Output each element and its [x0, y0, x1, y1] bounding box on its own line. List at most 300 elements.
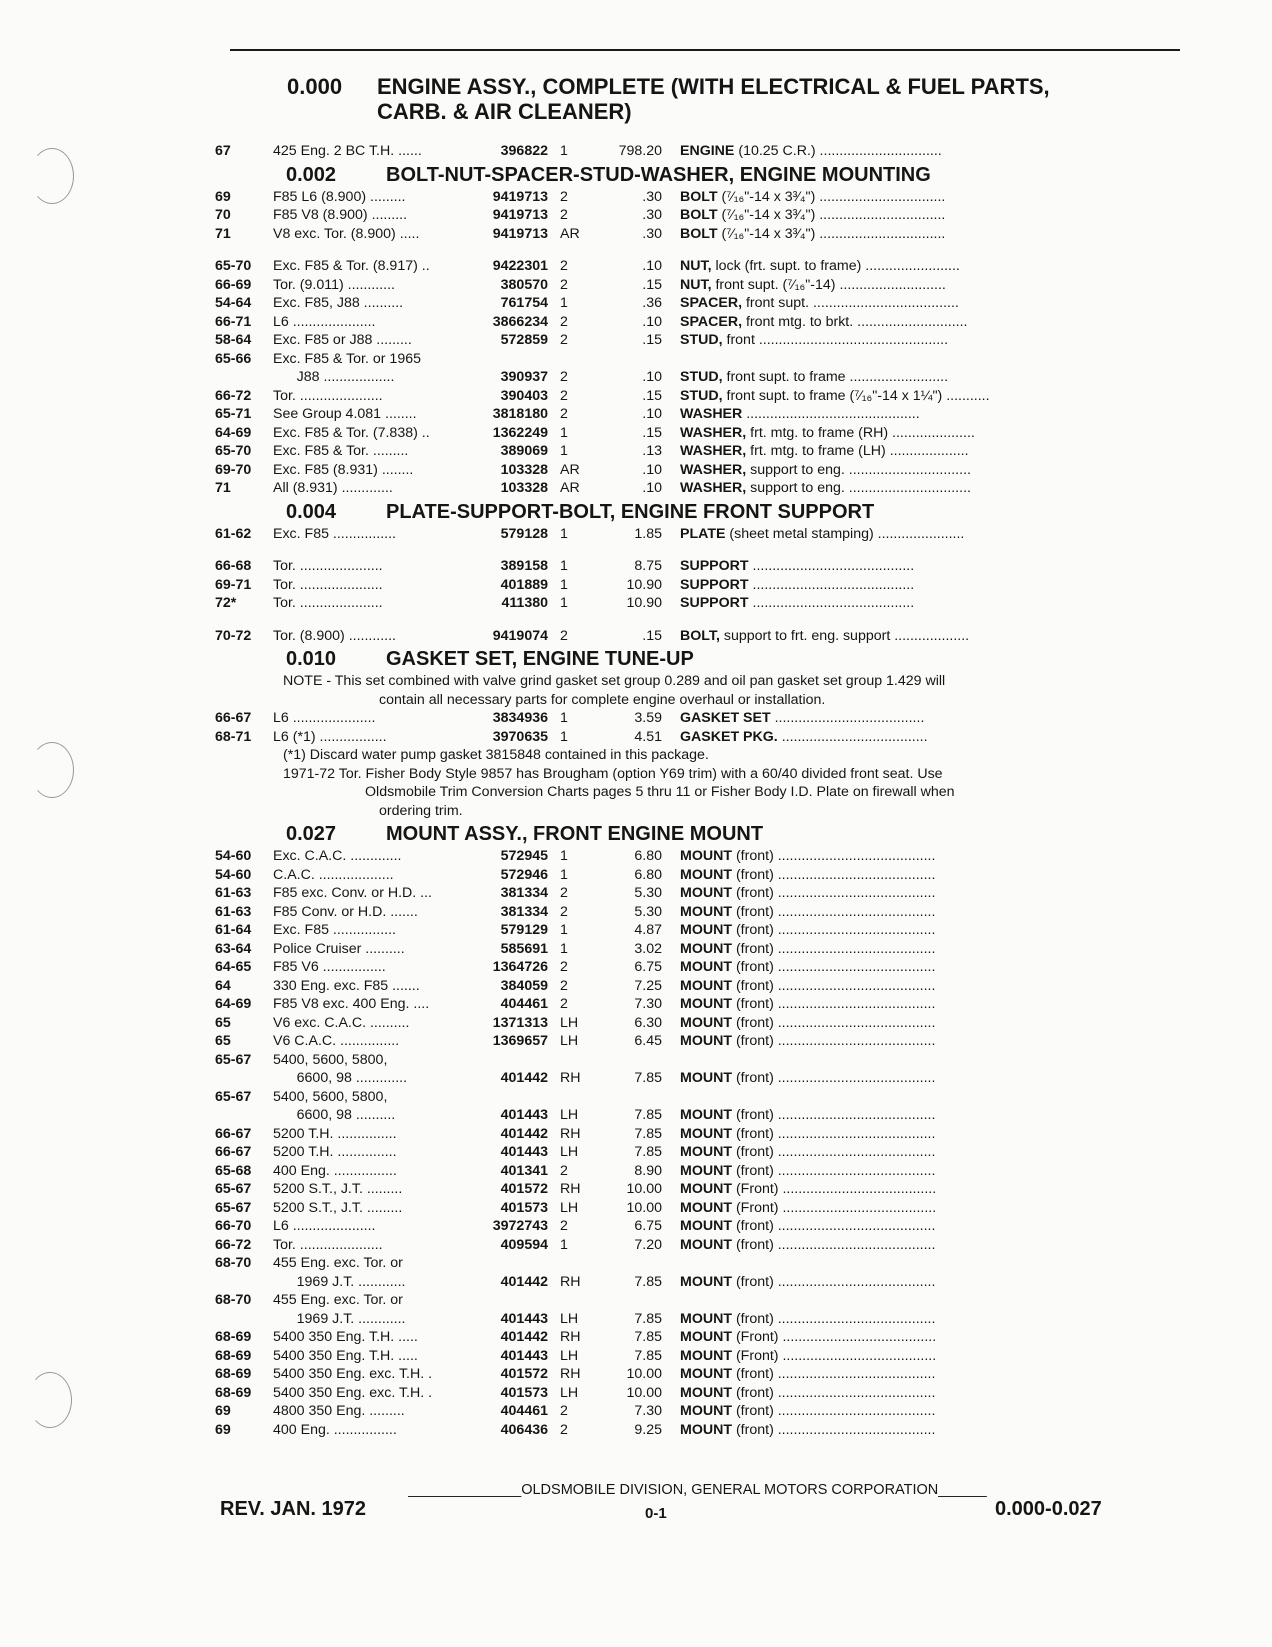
price: 5.30 [634, 903, 662, 920]
quantity: 1 [560, 443, 568, 459]
price: 6.75 [634, 959, 662, 975]
price: .15 [642, 424, 662, 441]
description: WASHER ............................................ [680, 406, 920, 422]
description [662, 1051, 1190, 1070]
year: 68-70 [215, 1255, 252, 1271]
price: 10.90 [626, 576, 662, 593]
description: MOUNT (front) ........................................ [680, 959, 936, 975]
model: Police Cruiser .......... [273, 940, 405, 957]
model: 4800 350 Eng. ......... [273, 1403, 405, 1419]
year: 69 [215, 188, 231, 205]
parts-row [205, 866, 1190, 885]
quantity: 2 [560, 276, 568, 293]
section-note: NOTE - This set combined with valve grind gasket set group 0.289 and oil pan gasket set group 1.429 will [283, 673, 946, 689]
part-number: 9419713 [492, 225, 548, 242]
year: 65-66 [215, 350, 252, 367]
punch-hole [30, 148, 74, 204]
year: 54-60 [215, 848, 252, 864]
price: 1.85 [634, 525, 662, 542]
model: 1969 J.T. ............ [273, 1310, 406, 1327]
price: 7.85 [634, 1070, 662, 1086]
part-number: 401572 [500, 1366, 548, 1382]
part-number: 401573 [500, 1199, 548, 1216]
price: 8.90 [634, 1162, 662, 1179]
part-number [478, 1254, 548, 1273]
model: 1969 J.T. ............ [273, 1273, 406, 1290]
part-number: 9422301 [492, 258, 548, 274]
parts-row [205, 921, 1190, 940]
model: 5400 350 Eng. exc. T.H. . [273, 1384, 433, 1401]
parts-row [205, 424, 1190, 443]
year: 69 [215, 1403, 231, 1419]
quantity: 2 [560, 903, 568, 920]
model: 6600, 98 ............. [273, 1070, 408, 1086]
quantity: 1 [560, 295, 568, 311]
price [592, 350, 662, 369]
parts-row [205, 1291, 1190, 1310]
price: 6.75 [634, 1218, 662, 1234]
part-number: 401572 [500, 1181, 548, 1197]
quantity [548, 1088, 592, 1107]
model: Exc. F85 or J88 ......... [273, 332, 412, 348]
part-number: 390937 [500, 369, 548, 385]
part-number: 585691 [500, 940, 548, 957]
part-number: 380570 [500, 276, 548, 293]
price: 4.87 [634, 922, 662, 938]
description: BOLT (⁷⁄₁₆"-14 x 3³⁄₄") ................................ [680, 207, 946, 223]
description [662, 1254, 1190, 1273]
model: 5400 350 Eng. exc. T.H. . [273, 1366, 433, 1382]
description: MOUNT (front) ........................................ [680, 885, 936, 901]
year: 71 [215, 225, 231, 242]
price: 7.30 [634, 1403, 662, 1419]
model: Exc. F85, J88 .......... [273, 295, 404, 311]
quantity: 2 [560, 332, 568, 348]
parts-row [205, 1199, 1190, 1218]
section-code: 0.010 [286, 648, 337, 670]
description: MOUNT (front) ........................................ [680, 1236, 936, 1253]
model: Exc. F85 & Tor. or 1965 [273, 350, 421, 367]
description: MOUNT (Front) ....................................... [680, 1329, 937, 1345]
price: .15 [642, 276, 662, 293]
quantity: 1 [560, 728, 568, 745]
description: MOUNT (front) ........................................ [680, 1384, 936, 1401]
description [662, 1088, 1190, 1107]
parts-row [205, 557, 1190, 576]
price: .15 [642, 387, 662, 404]
part-number [478, 1088, 548, 1107]
parts-row [205, 1402, 1190, 1421]
year: 70 [215, 207, 231, 223]
parts-row [205, 1051, 1190, 1070]
quantity: LH [560, 1014, 579, 1031]
parts-row [205, 627, 1190, 646]
top-rule [230, 49, 1180, 51]
parts-row [205, 940, 1190, 959]
section-title: GASKET SET, ENGINE TUNE-UP [386, 648, 694, 670]
price: 7.85 [634, 1273, 662, 1290]
part-number: 103328 [500, 480, 548, 496]
year: 66-71 [215, 313, 252, 330]
model: V8 exc. Tor. (8.900) ..... [273, 225, 420, 242]
punch-hole [28, 1372, 72, 1428]
footer-division: ______________OLDSMOBILE DIVISION, GENERAL MOTORS CORPORATION______ [408, 1482, 987, 1498]
year: 67 [215, 143, 231, 159]
parts-row [205, 350, 1190, 369]
price: 10.00 [626, 1181, 662, 1197]
price: 7.85 [634, 1107, 662, 1123]
year [205, 368, 273, 387]
price: 10.00 [626, 1384, 662, 1401]
year: 63-64 [215, 940, 252, 957]
parts-row [205, 313, 1190, 332]
description [662, 350, 1190, 369]
part-number: 572859 [500, 332, 548, 348]
model: Tor. (8.900) ............ [273, 627, 397, 644]
model: L6 ..................... [273, 710, 376, 726]
price: 798.20 [618, 143, 662, 159]
quantity: LH [560, 1144, 579, 1160]
parts-row [205, 1421, 1190, 1440]
description: MOUNT (front) ........................................ [680, 922, 936, 938]
part-number: 9419713 [492, 207, 548, 223]
quantity: 2 [560, 369, 568, 385]
section-title: BOLT-NUT-SPACER-STUD-WASHER, ENGINE MOUNTING [386, 163, 931, 186]
price: .10 [642, 258, 662, 274]
sections [205, 162, 1190, 1440]
section-heading [286, 499, 1190, 525]
model: Exc. F85 ................ [273, 525, 396, 542]
model: All (8.931) ............. [273, 480, 393, 496]
description: MOUNT (Front) ....................................... [680, 1181, 937, 1197]
description: MOUNT (front) ........................................ [680, 996, 936, 1012]
price: 7.85 [634, 1329, 662, 1345]
price: .10 [642, 480, 662, 496]
section-note: contain all necessary parts for complete engine overhaul or installation. [379, 691, 826, 708]
year: 69-70 [215, 461, 252, 478]
description: WASHER, support to eng. ............................... [680, 480, 971, 496]
parts-row [205, 461, 1190, 480]
description: MOUNT (front) ........................................ [680, 1273, 936, 1290]
parts-row [205, 594, 1190, 613]
price: .10 [642, 369, 662, 385]
part-number: 409594 [500, 1236, 548, 1253]
quantity: 1 [560, 558, 568, 574]
description: MOUNT (front) ........................................ [680, 903, 936, 920]
quantity: 1 [560, 424, 568, 441]
model: F85 V6 ................ [273, 959, 386, 975]
part-number: 3818180 [492, 406, 548, 422]
quantity: LH [560, 1033, 579, 1049]
year: 54-64 [215, 295, 252, 311]
price: .30 [642, 225, 662, 242]
year: 64 [215, 977, 231, 994]
year: 66-67 [215, 1144, 252, 1160]
year: 66-68 [215, 558, 252, 574]
price: 3.02 [634, 940, 662, 957]
description: NUT, front supt. (⁷⁄₁₆"-14) ........................... [680, 276, 946, 293]
part-number: 3834936 [492, 710, 548, 726]
year: 65 [215, 1033, 231, 1049]
section-footnote: (*1) Discard water pump gasket 3815848 contained in this package. [283, 747, 709, 763]
year: 68-69 [215, 1329, 252, 1345]
price: 6.80 [634, 866, 662, 883]
year: 66-72 [215, 387, 252, 404]
parts-row [205, 995, 1190, 1014]
parts-row [205, 1162, 1190, 1181]
part-number: 572946 [500, 866, 548, 883]
parts-row [205, 1088, 1190, 1107]
parts-row [205, 977, 1190, 996]
quantity: RH [560, 1125, 581, 1142]
description: STUD, front ................................................ [680, 332, 949, 348]
model: Exc. C.A.C. ............. [273, 848, 402, 864]
model: L6 (*1) ................. [273, 728, 387, 745]
year: 69-71 [215, 576, 252, 593]
year: 61-63 [215, 903, 252, 920]
quantity: 2 [560, 996, 568, 1012]
model: 5200 S.T., J.T. ......... [273, 1181, 403, 1197]
model: Exc. F85 ................ [273, 922, 396, 938]
parts-row [205, 405, 1190, 424]
price: 6.80 [634, 848, 662, 864]
parts-row [205, 1236, 1190, 1255]
part-number: 401443 [500, 1107, 548, 1123]
year: 68-70 [215, 1292, 252, 1308]
quantity: 2 [560, 1162, 568, 1179]
year: 66-67 [215, 710, 252, 726]
description: MOUNT (front) ........................................ [680, 1421, 936, 1438]
part-number: 1369657 [492, 1033, 548, 1049]
quantity: 1 [560, 143, 568, 159]
parts-row [205, 1254, 1190, 1273]
price: 10.00 [626, 1199, 662, 1216]
price: 7.85 [634, 1347, 662, 1364]
description: MOUNT (front) ........................................ [680, 1403, 936, 1419]
quantity: LH [560, 1199, 579, 1216]
model: Exc. F85 (8.931) ........ [273, 461, 414, 478]
quantity: 2 [560, 406, 568, 422]
model: Tor. ..................... [273, 1236, 383, 1253]
description: GASKET PKG. ..................................... [680, 728, 928, 745]
description: SUPPORT ......................................... [680, 576, 915, 593]
year: 71 [215, 480, 231, 496]
description: MOUNT (front) ........................................ [680, 1218, 936, 1234]
quantity: 2 [560, 258, 568, 274]
quantity: RH [560, 1181, 581, 1197]
quantity: 2 [560, 1421, 568, 1438]
model: F85 Conv. or H.D. ....... [273, 903, 418, 920]
year: 64-69 [215, 424, 252, 441]
price: .15 [642, 332, 662, 348]
part-number: 1371313 [492, 1014, 548, 1031]
parts-row [205, 1328, 1190, 1347]
parts-row [205, 1310, 1190, 1329]
description: WASHER, support to eng. ............................... [680, 461, 971, 478]
model: Exc. F85 & Tor. ......... [273, 443, 409, 459]
price: 7.30 [634, 996, 662, 1012]
quantity: 2 [560, 313, 568, 330]
parts-row [205, 884, 1190, 903]
description: BOLT (⁷⁄₁₆"-14 x 3³⁄₄") ................................ [680, 188, 946, 205]
description: MOUNT (front) ........................................ [680, 940, 936, 957]
model: 5200 T.H. ............... [273, 1144, 397, 1160]
quantity: LH [560, 1310, 579, 1327]
price: 10.00 [626, 1366, 662, 1382]
part-number: 761754 [500, 295, 548, 311]
year [205, 1106, 273, 1125]
parts-row [205, 576, 1190, 595]
description: SUPPORT ......................................... [680, 595, 915, 611]
model: See Group 4.081 ........ [273, 406, 417, 422]
section-footnote: 1971-72 Tor. Fisher Body Style 9857 has Brougham (option Y69 trim) with a 60/40 divided front seat. Use [283, 765, 943, 782]
description: WASHER, frt. mtg. to frame (RH) ..................... [680, 424, 975, 441]
punch-hole [30, 742, 74, 798]
part-number: 401442 [500, 1329, 548, 1345]
part-number: 381334 [500, 885, 548, 901]
part-number: 389158 [500, 558, 548, 574]
model: 5400 350 Eng. T.H. ..... [273, 1347, 418, 1364]
year [205, 1310, 273, 1329]
description: SUPPORT ......................................... [680, 558, 915, 574]
model: V6 C.A.C. ............... [273, 1033, 400, 1049]
quantity: 2 [560, 977, 568, 994]
quantity: 1 [560, 576, 568, 593]
price: .30 [642, 188, 662, 205]
title-code: 0.000 [287, 74, 343, 99]
model: L6 ..................... [273, 313, 376, 330]
price: 10.90 [626, 595, 662, 611]
section-code: 0.002 [286, 163, 337, 186]
quantity: 2 [560, 1218, 568, 1234]
price: .10 [642, 406, 662, 422]
parts-row [205, 728, 1190, 747]
year: 68-71 [215, 728, 252, 745]
part-number: 579129 [500, 922, 548, 938]
part-number: 9419074 [492, 627, 548, 644]
price: 7.85 [634, 1125, 662, 1142]
footer-page-number: 0-1 [645, 1505, 667, 1522]
model: J88 .................. [273, 369, 395, 385]
title-text: ENGINE ASSY., COMPLETE (WITH ELECTRICAL & FUEL PARTS, [377, 74, 1050, 99]
parts-row [205, 257, 1190, 276]
quantity: 2 [560, 1403, 568, 1419]
year: 64-69 [215, 996, 252, 1012]
part-number: 579128 [500, 525, 548, 542]
model: Tor. ..................... [273, 387, 383, 404]
year [205, 1273, 273, 1292]
year: 65 [215, 1014, 231, 1031]
year: 72* [215, 595, 237, 611]
part-number: 411380 [501, 595, 548, 611]
price: .15 [642, 627, 662, 644]
quantity: 2 [560, 627, 568, 644]
quantity: RH [560, 1366, 581, 1382]
description: MOUNT (front) ........................................ [680, 1125, 936, 1142]
part-number: 3866234 [492, 313, 548, 330]
year: 65-68 [215, 1162, 252, 1179]
description: GASKET SET ...................................... [680, 710, 925, 726]
year: 64-65 [215, 959, 252, 975]
quantity: LH [560, 1107, 579, 1123]
model: Tor. ..................... [273, 576, 383, 593]
parts-row [205, 1347, 1190, 1366]
model: V6 exc. C.A.C. .......... [273, 1014, 410, 1031]
year: 65-70 [215, 258, 252, 274]
model: Exc. F85 & Tor. (7.838) .. [273, 424, 430, 441]
quantity [548, 1254, 592, 1273]
price: .30 [642, 207, 662, 223]
model: C.A.C. ................... [273, 866, 394, 883]
parts-row [205, 903, 1190, 922]
part-number: 406436 [500, 1421, 548, 1438]
price: 9.25 [634, 1421, 662, 1438]
quantity: AR [560, 461, 580, 478]
price: 4.51 [634, 728, 662, 745]
quantity: 1 [560, 940, 568, 957]
price: .10 [642, 313, 662, 330]
part-number: 401442 [500, 1125, 548, 1142]
price: 7.85 [634, 1310, 662, 1327]
model: Exc. F85 & Tor. (8.917) .. [273, 258, 430, 274]
quantity: AR [560, 480, 580, 496]
year: 66-72 [215, 1236, 252, 1253]
model: 400 Eng. ................ [273, 1162, 397, 1179]
price: 7.20 [634, 1236, 662, 1253]
quantity: 2 [560, 188, 568, 205]
parts-row [205, 958, 1190, 977]
section-title: MOUNT ASSY., FRONT ENGINE MOUNT [386, 823, 764, 845]
year: 66-67 [215, 1125, 252, 1142]
model: Tor. ..................... [273, 595, 383, 611]
price: .36 [642, 295, 662, 311]
part-number: 1364726 [492, 959, 548, 975]
model: L6 ..................... [273, 1218, 376, 1234]
model: F85 V8 (8.900) ......... [273, 207, 408, 223]
section-title: PLATE-SUPPORT-BOLT, ENGINE FRONT SUPPORT [386, 500, 875, 523]
part-number [478, 1291, 548, 1310]
price [592, 1088, 662, 1107]
description: MOUNT (front) ........................................ [680, 1014, 936, 1031]
quantity: 2 [560, 387, 568, 404]
model: 400 Eng. ................ [273, 1421, 397, 1438]
quantity: RH [560, 1329, 581, 1345]
part-number: 401443 [500, 1144, 548, 1160]
year: 68-69 [215, 1384, 252, 1401]
part-number: 401573 [500, 1384, 548, 1401]
year: 66-70 [215, 1218, 252, 1234]
model: 5200 T.H. ............... [273, 1125, 397, 1142]
part-number: 390403 [500, 387, 548, 404]
price: .13 [642, 443, 662, 459]
footer-group-range: 0.000-0.027 [995, 1498, 1102, 1520]
model: 5400 350 Eng. T.H. ..... [273, 1329, 418, 1345]
description: MOUNT (front) ........................................ [680, 1144, 936, 1160]
parts-row [205, 442, 1190, 461]
model: Tor. ..................... [273, 558, 383, 574]
price: 5.30 [634, 885, 662, 901]
part-number: 401443 [500, 1347, 548, 1364]
model: 425 Eng. 2 BC T.H. ...... [273, 143, 422, 159]
price [592, 1254, 662, 1273]
section-code: 0.027 [286, 823, 337, 845]
part-number: 1362249 [492, 424, 548, 441]
parts-row [205, 1143, 1190, 1162]
year: 65-67 [215, 1181, 252, 1197]
model: 5400, 5600, 5800, [273, 1088, 388, 1105]
part-number: 384059 [500, 977, 548, 994]
part-number [478, 350, 548, 369]
